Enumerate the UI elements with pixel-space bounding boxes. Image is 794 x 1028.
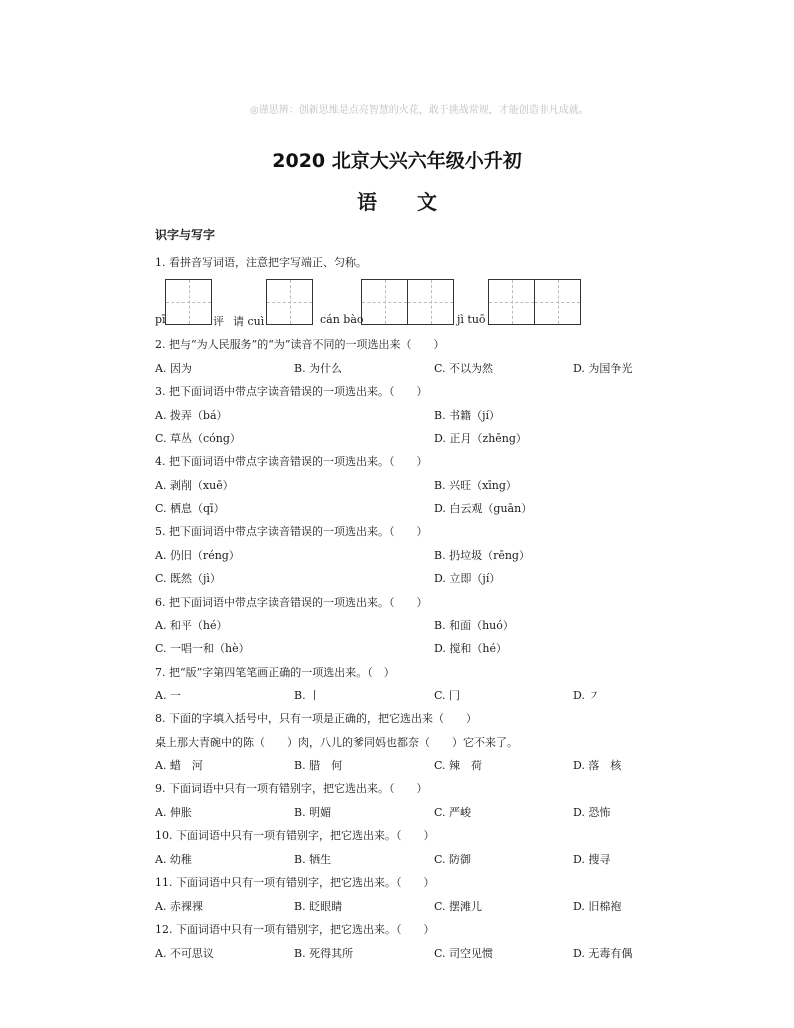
q9-option-d[interactable]: D. 恐怖 [573, 806, 611, 819]
q3-option-a[interactable]: A. 拨弄（bá） [155, 409, 228, 422]
q6-option-b[interactable]: B. 和面（huó） [434, 619, 514, 632]
q6-stem: 6. 把下面词语中带点字读音错误的一项选出来。（ ） [155, 596, 428, 609]
q5-option-b[interactable]: B. 扔垃圾（rēng） [434, 549, 530, 562]
q4-option-a[interactable]: A. 剥削（xuē） [155, 479, 234, 492]
q10-option-d[interactable]: D. 搜寻 [573, 853, 611, 866]
q9-option-a[interactable]: A. 伸胀 [155, 806, 192, 819]
q2-option-b[interactable]: B. 为什么 [294, 362, 343, 375]
q4-stem: 4. 把下面词语中带点字读音错误的一项选出来。（ ） [155, 455, 428, 468]
q10-option-c[interactable]: C. 防御 [434, 853, 472, 866]
writing-grid-1[interactable] [165, 279, 212, 325]
q4-option-d[interactable]: D. 白云观（guān） [434, 502, 533, 515]
pinyin-ping: 评 [213, 315, 224, 328]
exam-title: 2020 北京大兴六年级小升初 [272, 150, 522, 172]
pinyin-jituo: jì tuō [457, 313, 486, 326]
q1-stem: 1. 看拼音写词语，注意把字写端正、匀称。 [155, 256, 367, 269]
writing-grid-2[interactable] [266, 279, 313, 325]
q6-option-d[interactable]: D. 搅和（hé） [434, 642, 508, 655]
q2-option-a[interactable]: A. 因为 [155, 362, 192, 375]
q4-option-b[interactable]: B. 兴旺（xīng） [434, 479, 517, 492]
q7-option-a[interactable]: A. 一 [155, 689, 181, 702]
q12-option-c[interactable]: C. 司空见惯 [434, 947, 494, 960]
q8-option-a[interactable]: A. 蜡 河 [155, 759, 203, 772]
q12-option-b[interactable]: B. 死得其所 [294, 947, 354, 960]
q5-option-a[interactable]: A. 仍旧（réng） [155, 549, 240, 562]
writing-grid-3[interactable] [361, 279, 454, 325]
q2-stem: 2. 把与“为人民服务”的“为”读音不同的一项选出来（ ） [155, 338, 445, 351]
q9-stem: 9. 下面词语中只有一项有错别字，把它选出来。（ ） [155, 782, 428, 795]
q7-stem: 7. 把“版”字第四笔笔画正确的一项选出来。（ ） [155, 666, 395, 679]
q7-option-b[interactable]: B. 丨 [294, 689, 321, 702]
q10-stem: 10. 下面词语中只有一项有错别字，把它选出来。（ ） [155, 829, 435, 842]
pinyin-canbao: cán bào [320, 313, 364, 326]
subject-title: 语文 [357, 190, 477, 214]
q11-stem: 11. 下面词语中只有一项有错别字，把它选出来。（ ） [155, 876, 435, 889]
pinyin-cui: 请 cuì [233, 315, 265, 328]
q4-option-c[interactable]: C. 栖息（qī） [155, 502, 225, 515]
q3-option-b[interactable]: B. 书籍（jí） [434, 409, 501, 422]
q9-option-b[interactable]: B. 明媚 [294, 806, 332, 819]
q11-option-d[interactable]: D. 旧棉袍 [573, 900, 622, 913]
q11-option-c[interactable]: C. 摆滩儿 [434, 900, 483, 913]
q7-option-d[interactable]: D. ㇇ [573, 689, 600, 702]
pinyin-pi: pī [155, 313, 166, 326]
q7-option-c[interactable]: C. 冂 [434, 689, 461, 702]
header-motto: ◎谨思辨：创新思维是点亮智慧的火花，敢于挑战常规，才能创造非凡成就。 [250, 105, 589, 116]
q3-stem: 3. 把下面词语中带点字读音错误的一项选出来。（ ） [155, 385, 428, 398]
writing-grid-4[interactable] [488, 279, 581, 325]
q8-sentence: 桌上那大青碗中的陈（ ）肉，八儿的爹同妈也都奈（ ）它不来了。 [155, 736, 518, 749]
q11-option-a[interactable]: A. 赤裸裸 [155, 900, 203, 913]
q8-option-d[interactable]: D. 落 核 [573, 759, 622, 772]
q2-option-d[interactable]: D. 为国争光 [573, 362, 633, 375]
q5-option-d[interactable]: D. 立即（jí） [434, 572, 501, 585]
q3-option-d[interactable]: D. 正月（zhēng） [434, 432, 527, 445]
q5-stem: 5. 把下面词语中带点字读音错误的一项选出来。（ ） [155, 525, 428, 538]
q8-stem: 8. 下面的字填入括号中，只有一项是正确的，把它选出来（ ） [155, 712, 477, 725]
q9-option-c[interactable]: C. 严峻 [434, 806, 472, 819]
q12-option-d[interactable]: D. 无毒有偶 [573, 947, 633, 960]
q2-option-c[interactable]: C. 不以为然 [434, 362, 494, 375]
q6-option-c[interactable]: C. 一唱一和（hè） [155, 642, 250, 655]
q6-option-a[interactable]: A. 和平（hé） [155, 619, 228, 632]
q12-option-a[interactable]: A. 不可思议 [155, 947, 214, 960]
q8-option-c[interactable]: C. 辣 荷 [434, 759, 483, 772]
q12-stem: 12. 下面词语中只有一项有错别字，把它选出来。（ ） [155, 923, 435, 936]
q10-option-b[interactable]: B. 牺生 [294, 853, 332, 866]
q5-option-c[interactable]: C. 既然（jì） [155, 572, 221, 585]
q10-option-a[interactable]: A. 幼稚 [155, 853, 192, 866]
q3-option-c[interactable]: C. 草丛（cóng） [155, 432, 241, 445]
q8-option-b[interactable]: B. 腊 何 [294, 759, 343, 772]
q11-option-b[interactable]: B. 眨眼睛 [294, 900, 343, 913]
section-heading: 识字与写字 [155, 228, 216, 242]
